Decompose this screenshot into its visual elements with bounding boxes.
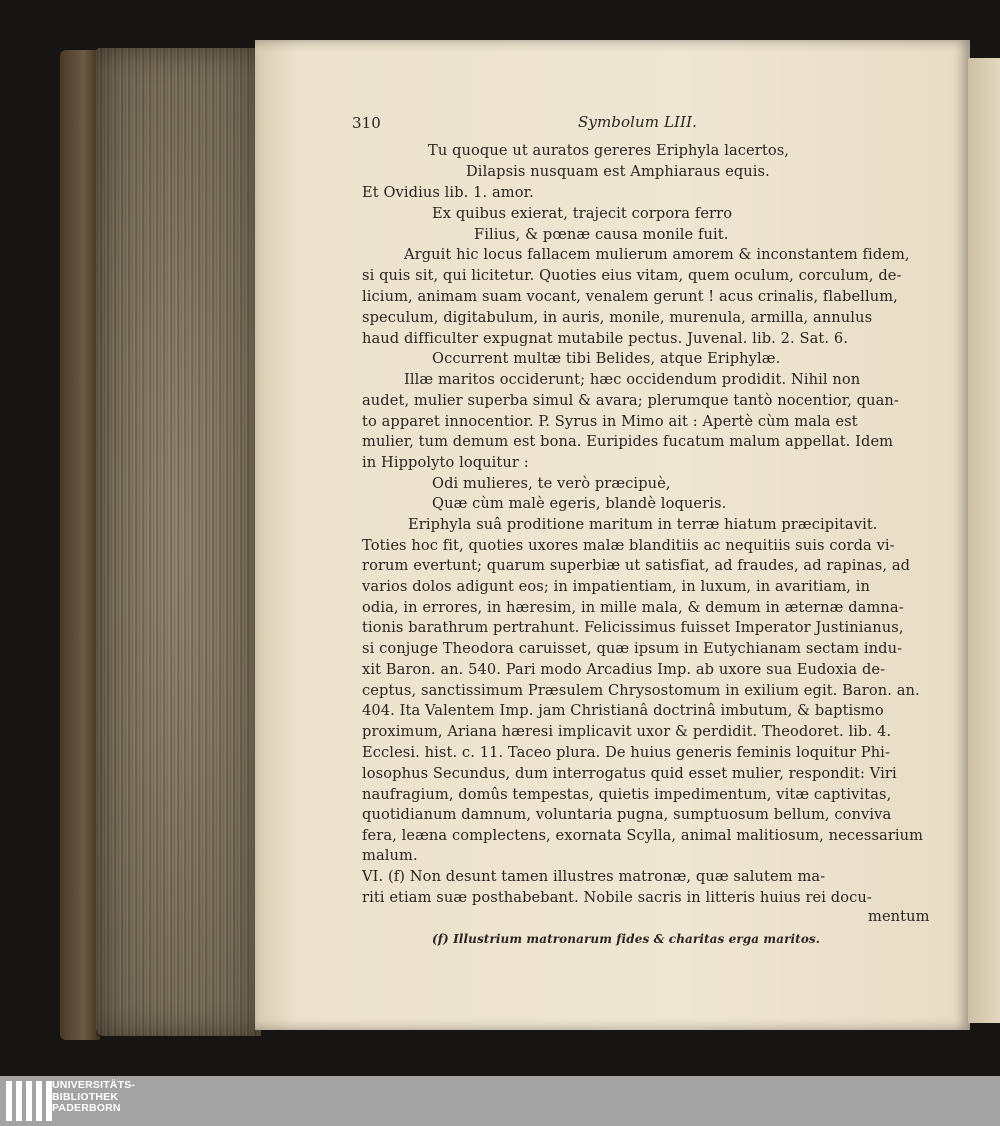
text-line: speculum, digitabulum, in auris, monile, murenula, armilla, annulus [362, 309, 873, 326]
text-line: 404. Ita Valentem Imp. jam Christianâ doctrinâ imbutum, & baptismo [362, 702, 884, 719]
text-line: Toties hoc fit, quoties uxores malæ blanditiis ac nequitiis suis corda vi- [362, 537, 895, 554]
text-line: xit Baron. an. 540. Pari modo Arcadius Imp. ab uxore sua Eudoxia de- [362, 661, 886, 678]
text-line: VI. (f) Non desunt tamen illustres matronæ, quæ salutem ma- [362, 868, 826, 885]
text-line: haud difficulter expugnat mutabile pectus. Juvenal. lib. 2. Sat. 6. [362, 330, 848, 347]
text-line: losophus Secundus, dum interrogatus quid esset mulier, respondit: Viri [362, 765, 897, 782]
text-line: Arguit hic locus fallacem mulierum amorem & inconstantem fidem, [404, 246, 910, 263]
text-line: Filius, & pœnæ causa monile fuit. [474, 226, 729, 243]
footnote: (f) Illustrium matronarum fides & charitas erga maritos. [432, 932, 821, 946]
text-line: quotidianum damnum, voluntaria pugna, sumptuosum bellum, conviva [362, 806, 892, 823]
text-line: fera, leæna complectens, exornata Scylla, animal malitiosum, necessarium [362, 827, 924, 844]
library-name-line: UNIVERSITÄTS- [52, 1079, 136, 1091]
text-line: Odi mulieres, te verò præcipuè, [432, 475, 671, 492]
text-line: odia, in errores, in hæresim, in mille mala, & demum in æternæ damna- [362, 599, 904, 616]
library-logo-icon [6, 1081, 52, 1121]
catchword: mentum [868, 908, 930, 925]
text-line: to apparet innocentior. P. Syrus in Mimo ait : Apertè cùm mala est [362, 413, 858, 430]
library-name [52, 1080, 135, 1115]
text-line: naufragium, domûs tempestas, quietis impedimentum, vitæ captivitas, [362, 786, 892, 803]
text-line: Tu quoque ut auratos gereres Eriphyla lacertos, [428, 142, 790, 159]
text-line: rorum evertunt; quarum superbiæ ut satisfiat, ad fraudes, ad rapinas, ad [362, 557, 911, 574]
text-line: proximum, Ariana hæresi implicavit uxor & perdidit. Theodoret. lib. 4. [362, 723, 892, 740]
text-line: Ex quibus exierat, trajecit corpora ferro [432, 205, 733, 222]
text-line: malum. [362, 847, 418, 864]
page-number: 310 [352, 114, 381, 132]
text-line: Dilapsis nusquam est Amphiaraus equis. [466, 163, 770, 180]
text-line: in Hippolyto loquitur : [362, 454, 529, 471]
text-line: mulier, tum demum est bona. Euripides fucatum malum appellat. Idem [362, 433, 894, 450]
text-line: riti etiam suæ posthabebant. Nobile sacris in litteris huius rei docu- [362, 889, 872, 906]
text-line: Eriphyla suâ proditione maritum in terræ hiatum præcipitavit. [408, 516, 878, 533]
text-line: Et Ovidius lib. 1. amor. [362, 184, 534, 201]
text-line: audet, mulier superba simul & avara; plerumque tantò nocentior, quan- [362, 392, 899, 409]
text-line: si conjuge Theodora caruisset, quæ ipsum in Eutychianam sectam indu- [362, 640, 903, 657]
text-line: varios dolos adigunt eos; in impatientiam, in luxum, in avaritiam, in [362, 578, 871, 595]
text-line: licium, animam suam vocant, venalem gerunt ! acus crinalis, flabellum, [362, 288, 898, 305]
text-line: Occurrent multæ tibi Belides, atque Eriphylæ. [432, 350, 781, 367]
text-line: Quæ cùm malè egeris, blandè loqueris. [432, 495, 727, 512]
text-line: Ecclesi. hist. c. 11. Taceo plura. De huius generis feminis loquitur Phi- [362, 744, 890, 761]
text-line: ceptus, sanctissimum Præsulem Chrysostomum in exilium egit. Baron. an. [362, 682, 920, 699]
library-footer [0, 1076, 1000, 1126]
running-title: Symbolum LIII. [578, 113, 697, 131]
library-name-line: PADERBORN [52, 1102, 121, 1114]
library-name-line: BIBLIOTHEK [52, 1090, 119, 1103]
text-line: Illæ maritos occiderunt; hæc occidendum prodidit. Nihil non [404, 371, 861, 388]
text-line: si quis sit, qui licitetur. Quoties eius vitam, quem oculum, corculum, de- [362, 267, 902, 284]
text-line: tionis barathrum pertrahunt. Felicissimus fuisset Imperator Justinianus, [362, 619, 904, 636]
